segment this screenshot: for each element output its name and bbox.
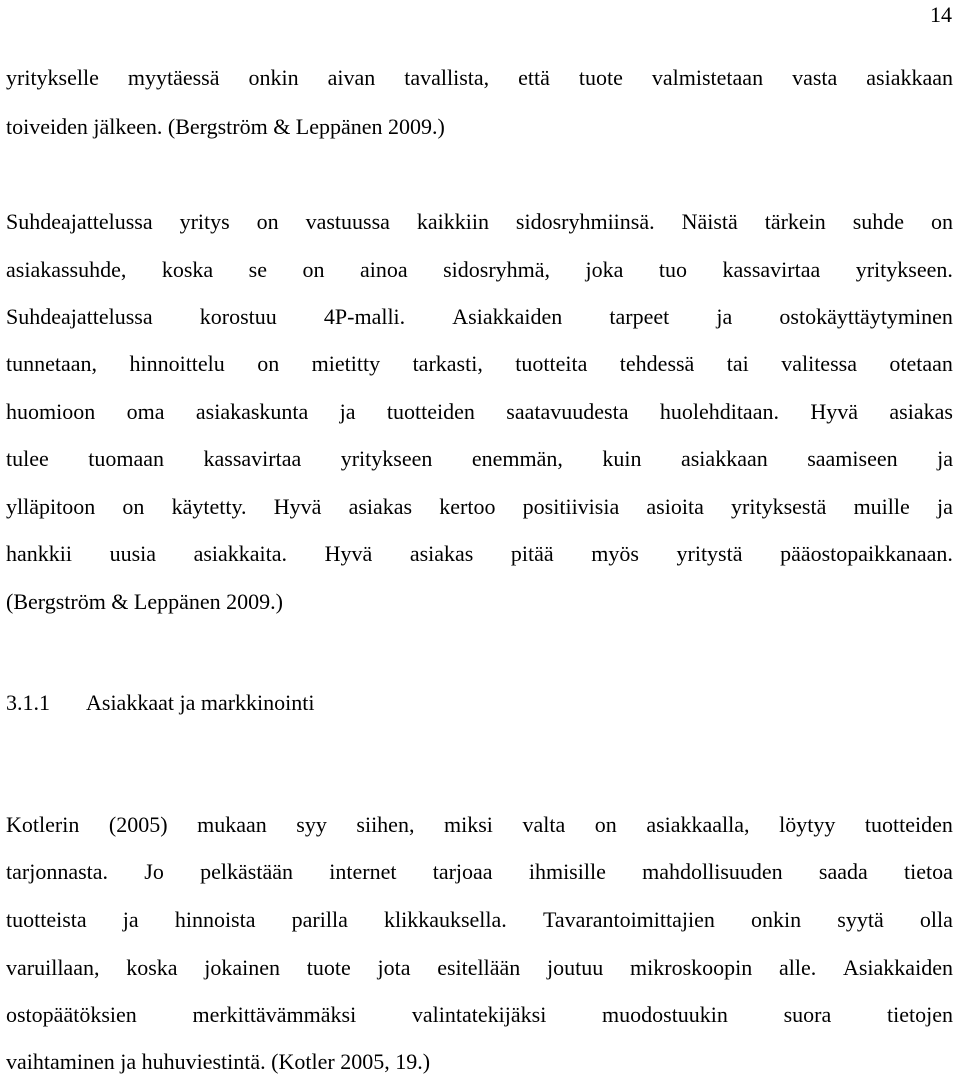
word: Hyvä (324, 541, 373, 566)
paragraph-line: toiveiden jälkeen. (Bergström & Leppänen 2009.) (6, 114, 445, 139)
word: joutuu (547, 955, 604, 980)
word: Asiakkaiden (452, 304, 563, 329)
paragraph-line: vaihtaminen ja huhuviestintä. (Kotler 2005, 19.) (6, 1049, 431, 1074)
word: asioita (646, 494, 704, 519)
word: ylläpitoon (6, 494, 96, 519)
word: syy (296, 812, 327, 837)
word: kertoo (439, 494, 496, 519)
word: valmistetaan (651, 65, 764, 90)
word: valitessa (781, 351, 857, 376)
word: sidosryhmä, (443, 257, 551, 282)
word: tuotteita (515, 351, 588, 376)
word: tuote (578, 65, 623, 90)
section-heading-title: Asiakkaat ja markkinointi (86, 690, 315, 715)
word: ostokäyttäytyminen (779, 304, 953, 329)
word: asiakkaalla, (646, 812, 750, 837)
word: Hyvä (273, 494, 322, 519)
paragraph-line (6, 398, 953, 426)
word: huolehditaan. (659, 399, 779, 424)
word: 4P-malli. (323, 304, 406, 329)
word: tunnetaan, (6, 351, 98, 376)
word: Näistä (681, 209, 738, 234)
word: asiakkaan (866, 65, 953, 90)
word: saamiseen (807, 446, 898, 471)
word: vastuussa (305, 209, 390, 234)
word: merkittävämmäksi (192, 1002, 357, 1027)
word: Suhdeajattelussa (6, 209, 153, 234)
word: saada (818, 859, 868, 884)
word: tehdessä (619, 351, 695, 376)
paragraph-line (6, 906, 953, 934)
paragraph-line (6, 954, 953, 982)
word: tuote (306, 955, 351, 980)
word: tarkasti, (412, 351, 483, 376)
word: alle. (778, 955, 817, 980)
word: hinnoittelu (129, 351, 225, 376)
word: aivan (327, 65, 376, 90)
word: tulee (6, 446, 49, 471)
word: mikroskoopin (630, 955, 753, 980)
word: korostuu (199, 304, 277, 329)
word: yritykseen (340, 446, 433, 471)
word: esitellään (437, 955, 521, 980)
word: olla (919, 907, 953, 932)
paragraph-line (6, 303, 953, 331)
word: miksi (444, 812, 493, 837)
paragraph-line (6, 540, 953, 568)
word: ja (937, 446, 953, 471)
word: enemmän, (471, 446, 563, 471)
word: ostopäätöksien (6, 1002, 137, 1027)
word: asiakas (348, 494, 413, 519)
word: Kotlerin (6, 812, 80, 837)
word: Suhdeajattelussa (6, 304, 153, 329)
word: hankkii (6, 541, 72, 566)
word: oma (126, 399, 165, 424)
word: ja (122, 907, 139, 932)
word: onkin (248, 65, 299, 90)
word: tarjoaa (432, 859, 493, 884)
word: syytä (837, 907, 884, 932)
word: on (257, 351, 280, 376)
word: tai (726, 351, 749, 376)
word: suora (783, 1002, 832, 1027)
word: mukaan (197, 812, 267, 837)
word: asiakkaan (680, 446, 768, 471)
word: yritystä (676, 541, 743, 566)
word: huomioon (6, 399, 96, 424)
word: myytäessä (127, 65, 220, 90)
word: muodostuukin (602, 1002, 728, 1027)
word: se (248, 257, 267, 282)
word: Asiakkaiden (842, 955, 953, 980)
word: sidosryhmiinsä. (515, 209, 655, 234)
word: käytetty. (171, 494, 247, 519)
word: yritykseen. (855, 257, 953, 282)
word: pelkästään (200, 859, 293, 884)
paragraph-line (6, 208, 953, 236)
word: tuo (658, 257, 688, 282)
word: yrityksestä (731, 494, 827, 519)
paragraph-line (6, 445, 953, 473)
word: on (256, 209, 279, 234)
word: tarpeet (609, 304, 670, 329)
word: muille (853, 494, 910, 519)
word: asiakassuhde, (6, 257, 127, 282)
word: löytyy (779, 812, 836, 837)
word: ja (339, 399, 356, 424)
word: tavallista, (404, 65, 490, 90)
word: vasta (792, 65, 838, 90)
word: tietoa (904, 859, 953, 884)
word: valta (522, 812, 566, 837)
word: mietitty (311, 351, 381, 376)
word: Tavarantoimittajien (542, 907, 715, 932)
word: tuotteista (6, 907, 87, 932)
word: tietojen (886, 1002, 953, 1027)
word: klikkauksella. (383, 907, 507, 932)
word: saatavuudesta (506, 399, 629, 424)
word: internet (329, 859, 397, 884)
word: että (518, 65, 550, 90)
page-number: 14 (930, 2, 952, 27)
word: kaikkiin (416, 209, 489, 234)
word: ja (936, 494, 953, 519)
word: yritys (179, 209, 230, 234)
word: Jo (144, 859, 164, 884)
word: (2005) (108, 812, 168, 837)
word: koska (161, 257, 214, 282)
word: ihmisille (528, 859, 606, 884)
paragraph-line (6, 256, 953, 284)
paragraph-line (6, 493, 953, 521)
word: asiakaskunta (195, 399, 309, 424)
word: uusia (109, 541, 157, 566)
word: onkin (751, 907, 802, 932)
paragraph-line (6, 811, 953, 839)
word: tuomaan (88, 446, 165, 471)
word: kassavirtaa (203, 446, 302, 471)
word: on (594, 812, 617, 837)
paragraph-line: (Bergström & Leppänen 2009.) (6, 589, 283, 614)
word: parilla (291, 907, 348, 932)
word: koska (126, 955, 178, 980)
word: otetaan (889, 351, 953, 376)
word: joka (585, 257, 624, 282)
word: on (931, 209, 953, 234)
paragraph-line (6, 64, 953, 92)
word: jota (377, 955, 411, 980)
paragraph-line (6, 1001, 953, 1029)
word: kuin (602, 446, 642, 471)
word: tuotteiden (386, 399, 475, 424)
word: on (122, 494, 145, 519)
word: asiakas (889, 399, 953, 424)
paragraph-line (6, 858, 953, 886)
word: hinnoista (174, 907, 256, 932)
word: asiakkaita. (193, 541, 288, 566)
word: asiakas (409, 541, 474, 566)
word: valintatekijäksi (411, 1002, 547, 1027)
word: tarjonnasta. (6, 859, 109, 884)
word: kassavirtaa (722, 257, 821, 282)
word: tärkein (764, 209, 826, 234)
word: ja (716, 304, 733, 329)
word: myös (591, 541, 639, 566)
word: Hyvä (810, 399, 858, 424)
word: mahdollisuuden (642, 859, 783, 884)
section-heading-number: 3.1.1 (6, 690, 50, 715)
section-heading (6, 689, 315, 717)
word: jokainen (204, 955, 281, 980)
word: yritykselle (6, 65, 99, 90)
word: suhde (852, 209, 905, 234)
paragraph-line (6, 350, 953, 378)
word: positiivisia (522, 494, 620, 519)
word: pitää (510, 541, 554, 566)
word: ainoa (359, 257, 408, 282)
word: siihen, (356, 812, 415, 837)
word: on (302, 257, 325, 282)
word: varuillaan, (6, 955, 100, 980)
word: tuotteiden (864, 812, 953, 837)
word: pääostopaikkanaan. (780, 541, 953, 566)
